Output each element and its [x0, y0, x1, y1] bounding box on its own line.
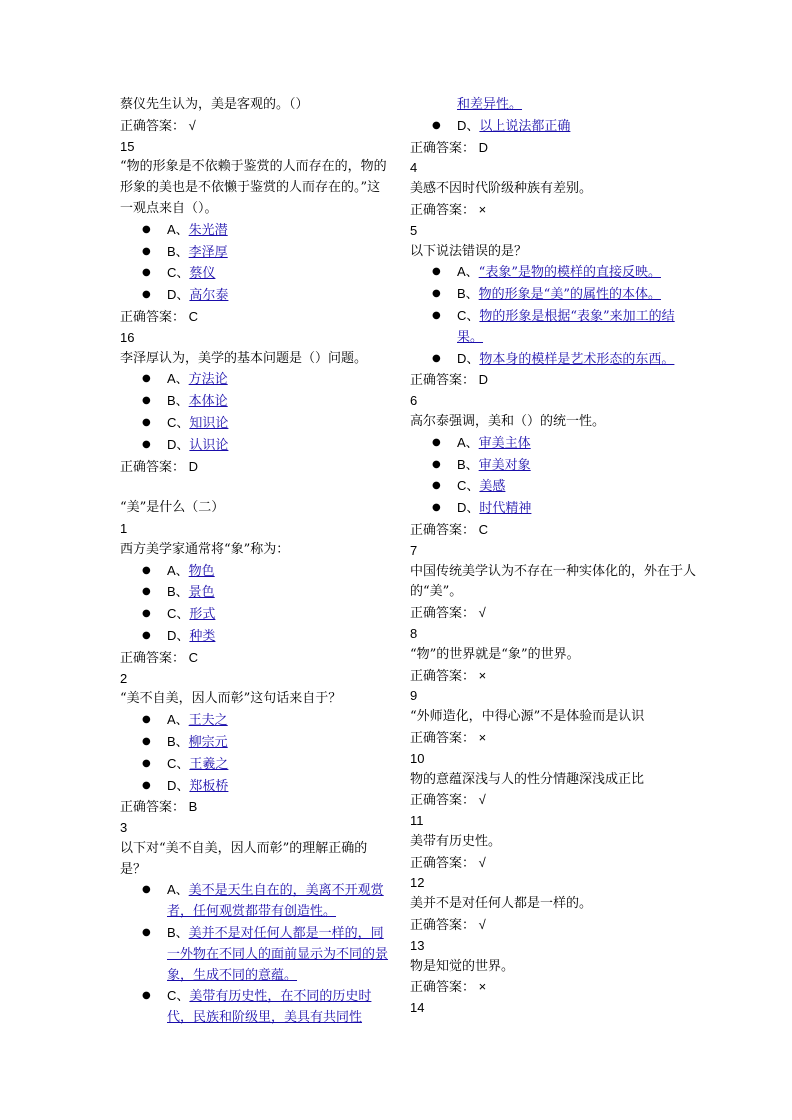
bullet-icon: ● [142, 564, 151, 576]
option-item[interactable]: ● D、种类 [120, 626, 392, 648]
option-item[interactable]: ● C、形式 [120, 604, 392, 626]
option-item[interactable]: ● C、美感 [410, 476, 700, 498]
option-link[interactable]: 物本身的模样是艺术形态的东西。 [479, 351, 675, 367]
question-number: 1 [120, 520, 128, 536]
question-number: 14 [410, 1000, 425, 1016]
bullet-icon: ● [142, 884, 151, 896]
option-item[interactable]: ● B、美并不是对任何人都是一样的，同一外物在不同人的面前显示为不同的景象，生成不同的意蕴。 [142, 925, 389, 983]
bullet-icon: ● [142, 223, 151, 235]
question-number: 6 [410, 393, 418, 409]
option-link[interactable]: 物色 [188, 563, 215, 579]
option-item[interactable]: ● A、方法论 [120, 369, 392, 391]
option-item[interactable]: ● D、郑板桥 [120, 776, 392, 798]
option-item[interactable]: ● A、审美主体 [410, 433, 700, 455]
option-item[interactable]: ● B、物的形象是“美”的属性的本体。 [410, 284, 700, 306]
bullet-icon: ● [142, 714, 151, 726]
bullet-icon: ● [142, 629, 151, 641]
bullet-icon: ● [142, 438, 151, 450]
option-link[interactable]: 物的形象是根据“表象”来加工的结果。 [457, 308, 675, 345]
right-column [410, 95, 700, 1019]
bullet-icon: ● [142, 927, 151, 939]
option-link[interactable]: 方法论 [188, 372, 228, 388]
question-text: 物的意蕴深浅与人的性分情趣深浅成正比 [410, 771, 645, 787]
question-text: 美并不是对任何人都是一样的。 [410, 896, 593, 912]
answer-line: 正确答案： D [410, 139, 489, 155]
option-link[interactable]: 以上说法都正确 [479, 118, 571, 134]
question-text: 美带有历史性。 [410, 833, 502, 849]
option-link[interactable]: 郑板桥 [189, 778, 229, 794]
question-text: 高尔泰强调，美和（）的统一性。 [410, 413, 606, 429]
question-number: 16 [120, 329, 135, 345]
bullet-icon: ● [142, 608, 151, 620]
option-link[interactable]: 物的形象是“美”的属性的本体。 [478, 287, 661, 303]
answer-line: 正确答案： × [410, 667, 487, 683]
question-text: 李泽厚认为，美学的基本问题是（）问题。 [120, 350, 368, 366]
option-link[interactable]: 形式 [189, 607, 216, 623]
question-text: “物”的世界就是“象”的世界。 [410, 646, 580, 662]
option-link[interactable]: 美感 [479, 479, 506, 495]
option-item[interactable]: ● B、柳宗元 [120, 732, 392, 754]
answer-line: 正确答案： √ [120, 117, 196, 133]
option-link[interactable]: 景色 [188, 585, 215, 601]
answer-line: 正确答案： × [410, 979, 487, 995]
option-link[interactable]: 柳宗元 [188, 734, 228, 750]
question-number: 10 [410, 750, 425, 766]
bullet-icon: ● [142, 373, 151, 385]
option-link[interactable]: 和差异性。 [457, 97, 523, 112]
option-link[interactable]: 朱光潜 [188, 222, 228, 238]
answer-line: 正确答案： C [120, 649, 199, 665]
question-number: 8 [410, 625, 418, 641]
question-number: 7 [410, 542, 418, 558]
bullet-icon: ● [142, 757, 151, 769]
option-item[interactable]: ● C、物的形象是根据“表象”来加工的结果。 [432, 307, 675, 345]
question-number: 9 [410, 688, 418, 704]
question-text: 蔡仪先生认为，美是客观的。（） [120, 97, 309, 112]
bullet-icon: ● [142, 586, 151, 598]
left-column [120, 95, 392, 1029]
option-item[interactable]: ● A、王夫之 [120, 710, 392, 732]
question-number: 12 [410, 875, 425, 891]
bullet-icon: ● [142, 779, 151, 791]
option-link[interactable]: 本体论 [188, 394, 228, 410]
question-text: 以下对“美不自美，因人而彰”的理解正确的是？ [120, 840, 368, 877]
bullet-icon: ● [432, 288, 441, 300]
question-text: 以下说法错误的是？ [410, 243, 528, 259]
answer-line: 正确答案： D [120, 458, 199, 474]
bullet-icon: ● [432, 119, 441, 131]
bullet-icon: ● [432, 458, 441, 470]
question-number: 3 [120, 820, 128, 836]
section-title: “美”是什么（二） [120, 500, 225, 516]
option-link[interactable]: 李泽厚 [188, 244, 228, 260]
option-link[interactable]: 审美主体 [478, 435, 531, 451]
answer-line: 正确答案： × [410, 201, 487, 217]
option-link[interactable]: 审美对象 [478, 457, 531, 473]
question-number: 11 [410, 813, 424, 829]
bullet-icon: ● [432, 266, 441, 278]
bullet-icon: ● [142, 289, 151, 301]
answer-line: 正确答案： √ [410, 792, 486, 808]
question-text: 物是知觉的世界。 [410, 958, 515, 974]
bullet-icon: ● [432, 352, 441, 364]
bullet-icon: ● [432, 502, 441, 514]
option-item[interactable]: ● A、“表象”是物的模样的直接反映。 [410, 262, 700, 284]
answer-line: 正确答案： √ [410, 605, 486, 621]
question-text: “外师造化，中得心源”不是体验而是认识 [410, 709, 645, 725]
question-text: 中国传统美学认为不存在一种实体化的，外在于人的“美”。 [410, 563, 697, 600]
bullet-icon: ● [432, 309, 441, 321]
option-item[interactable]: ● C、知识论 [120, 413, 392, 435]
bullet-icon: ● [432, 480, 441, 492]
option-item[interactable]: ● B、审美对象 [410, 455, 700, 477]
bullet-icon: ● [142, 416, 151, 428]
answer-line: 正确答案： C [410, 521, 489, 537]
answer-line: 正确答案： D [410, 372, 489, 388]
option-item[interactable]: ● D、高尔泰 [120, 285, 392, 307]
option-item[interactable]: ● C、蔡仪 [120, 263, 392, 285]
option-item[interactable]: ● B、本体论 [120, 391, 392, 413]
option-item[interactable]: ● D、认识论 [120, 435, 392, 457]
option-link[interactable]: 美不是天生自在的，美离不开观赏者，任何观赏都带有创造性。 [167, 883, 384, 920]
option-item[interactable]: ● A、物色 [120, 561, 392, 583]
question-number: 2 [120, 670, 128, 686]
option-link[interactable]: 高尔泰 [189, 288, 229, 304]
option-link[interactable]: 种类 [189, 628, 216, 644]
question-number: 13 [410, 937, 425, 953]
option-continuation[interactable] [410, 95, 700, 116]
answer-line: 正确答案： √ [410, 854, 486, 870]
option-link[interactable]: 知识论 [189, 415, 229, 431]
question-text: 美感不因时代阶级种族有差别。 [410, 181, 593, 197]
bullet-icon: ● [432, 436, 441, 448]
option-item[interactable]: ● C、美带有历史性，在不同的历史时代，民族和阶级里，美具有共同性 [142, 988, 372, 1026]
option-item[interactable]: ● C、王羲之 [120, 754, 392, 776]
option-link[interactable]: 王夫之 [188, 713, 228, 729]
option-item[interactable]: ● A、朱光潜 [120, 220, 392, 242]
answer-line: 正确答案： C [120, 308, 199, 324]
option-item[interactable]: ● D、物本身的模样是艺术形态的东西。 [410, 349, 700, 371]
question-number: 4 [410, 160, 418, 176]
option-link[interactable]: 蔡仪 [189, 266, 216, 282]
answer-line: 正确答案： √ [410, 917, 486, 933]
question-number: 15 [120, 138, 135, 154]
bullet-icon: ● [142, 245, 151, 257]
option-link[interactable]: 美带有历史性，在不同的历史时代，民族和阶级里，美具有共同性 [167, 989, 372, 1026]
option-link[interactable]: 王羲之 [189, 756, 229, 772]
option-link[interactable]: 认识论 [189, 437, 229, 453]
question-text: “美不自美，因人而彰”这句话来自于？ [120, 691, 342, 707]
question-text: “物的形象是不依赖于鉴赏的人而存在的，物的形象的美也是不依懒于鉴赏的人而存在的。”这一观点来自（）。 [120, 159, 387, 216]
option-link[interactable]: “表象”是物的模样的直接反映。 [478, 265, 661, 281]
option-item[interactable]: ● B、景色 [120, 582, 392, 604]
option-item[interactable]: ● D、以上说法都正确 [410, 116, 700, 138]
option-link[interactable]: 美并不是对任何人都是一样的，同一外物在不同人的面前显示为不同的景象，生成不同的意蕴。 [167, 926, 389, 983]
option-link[interactable]: 时代精神 [479, 501, 532, 517]
bullet-icon: ● [142, 990, 151, 1002]
spacer [120, 477, 392, 498]
bullet-icon: ● [142, 395, 151, 407]
option-item[interactable]: ● D、时代精神 [410, 498, 700, 520]
question-text: 西方美学家通常将“象”称为： [120, 541, 290, 557]
answer-line: 正确答案： × [410, 729, 487, 745]
answer-line: 正确答案： B [120, 799, 198, 815]
bullet-icon: ● [142, 267, 151, 279]
option-item[interactable]: ● B、李泽厚 [120, 242, 392, 264]
question-number: 5 [410, 222, 418, 238]
option-item[interactable]: ● A、美不是天生自在的，美离不开观赏者，任何观赏都带有创造性。 [142, 882, 384, 920]
bullet-icon: ● [142, 735, 151, 747]
